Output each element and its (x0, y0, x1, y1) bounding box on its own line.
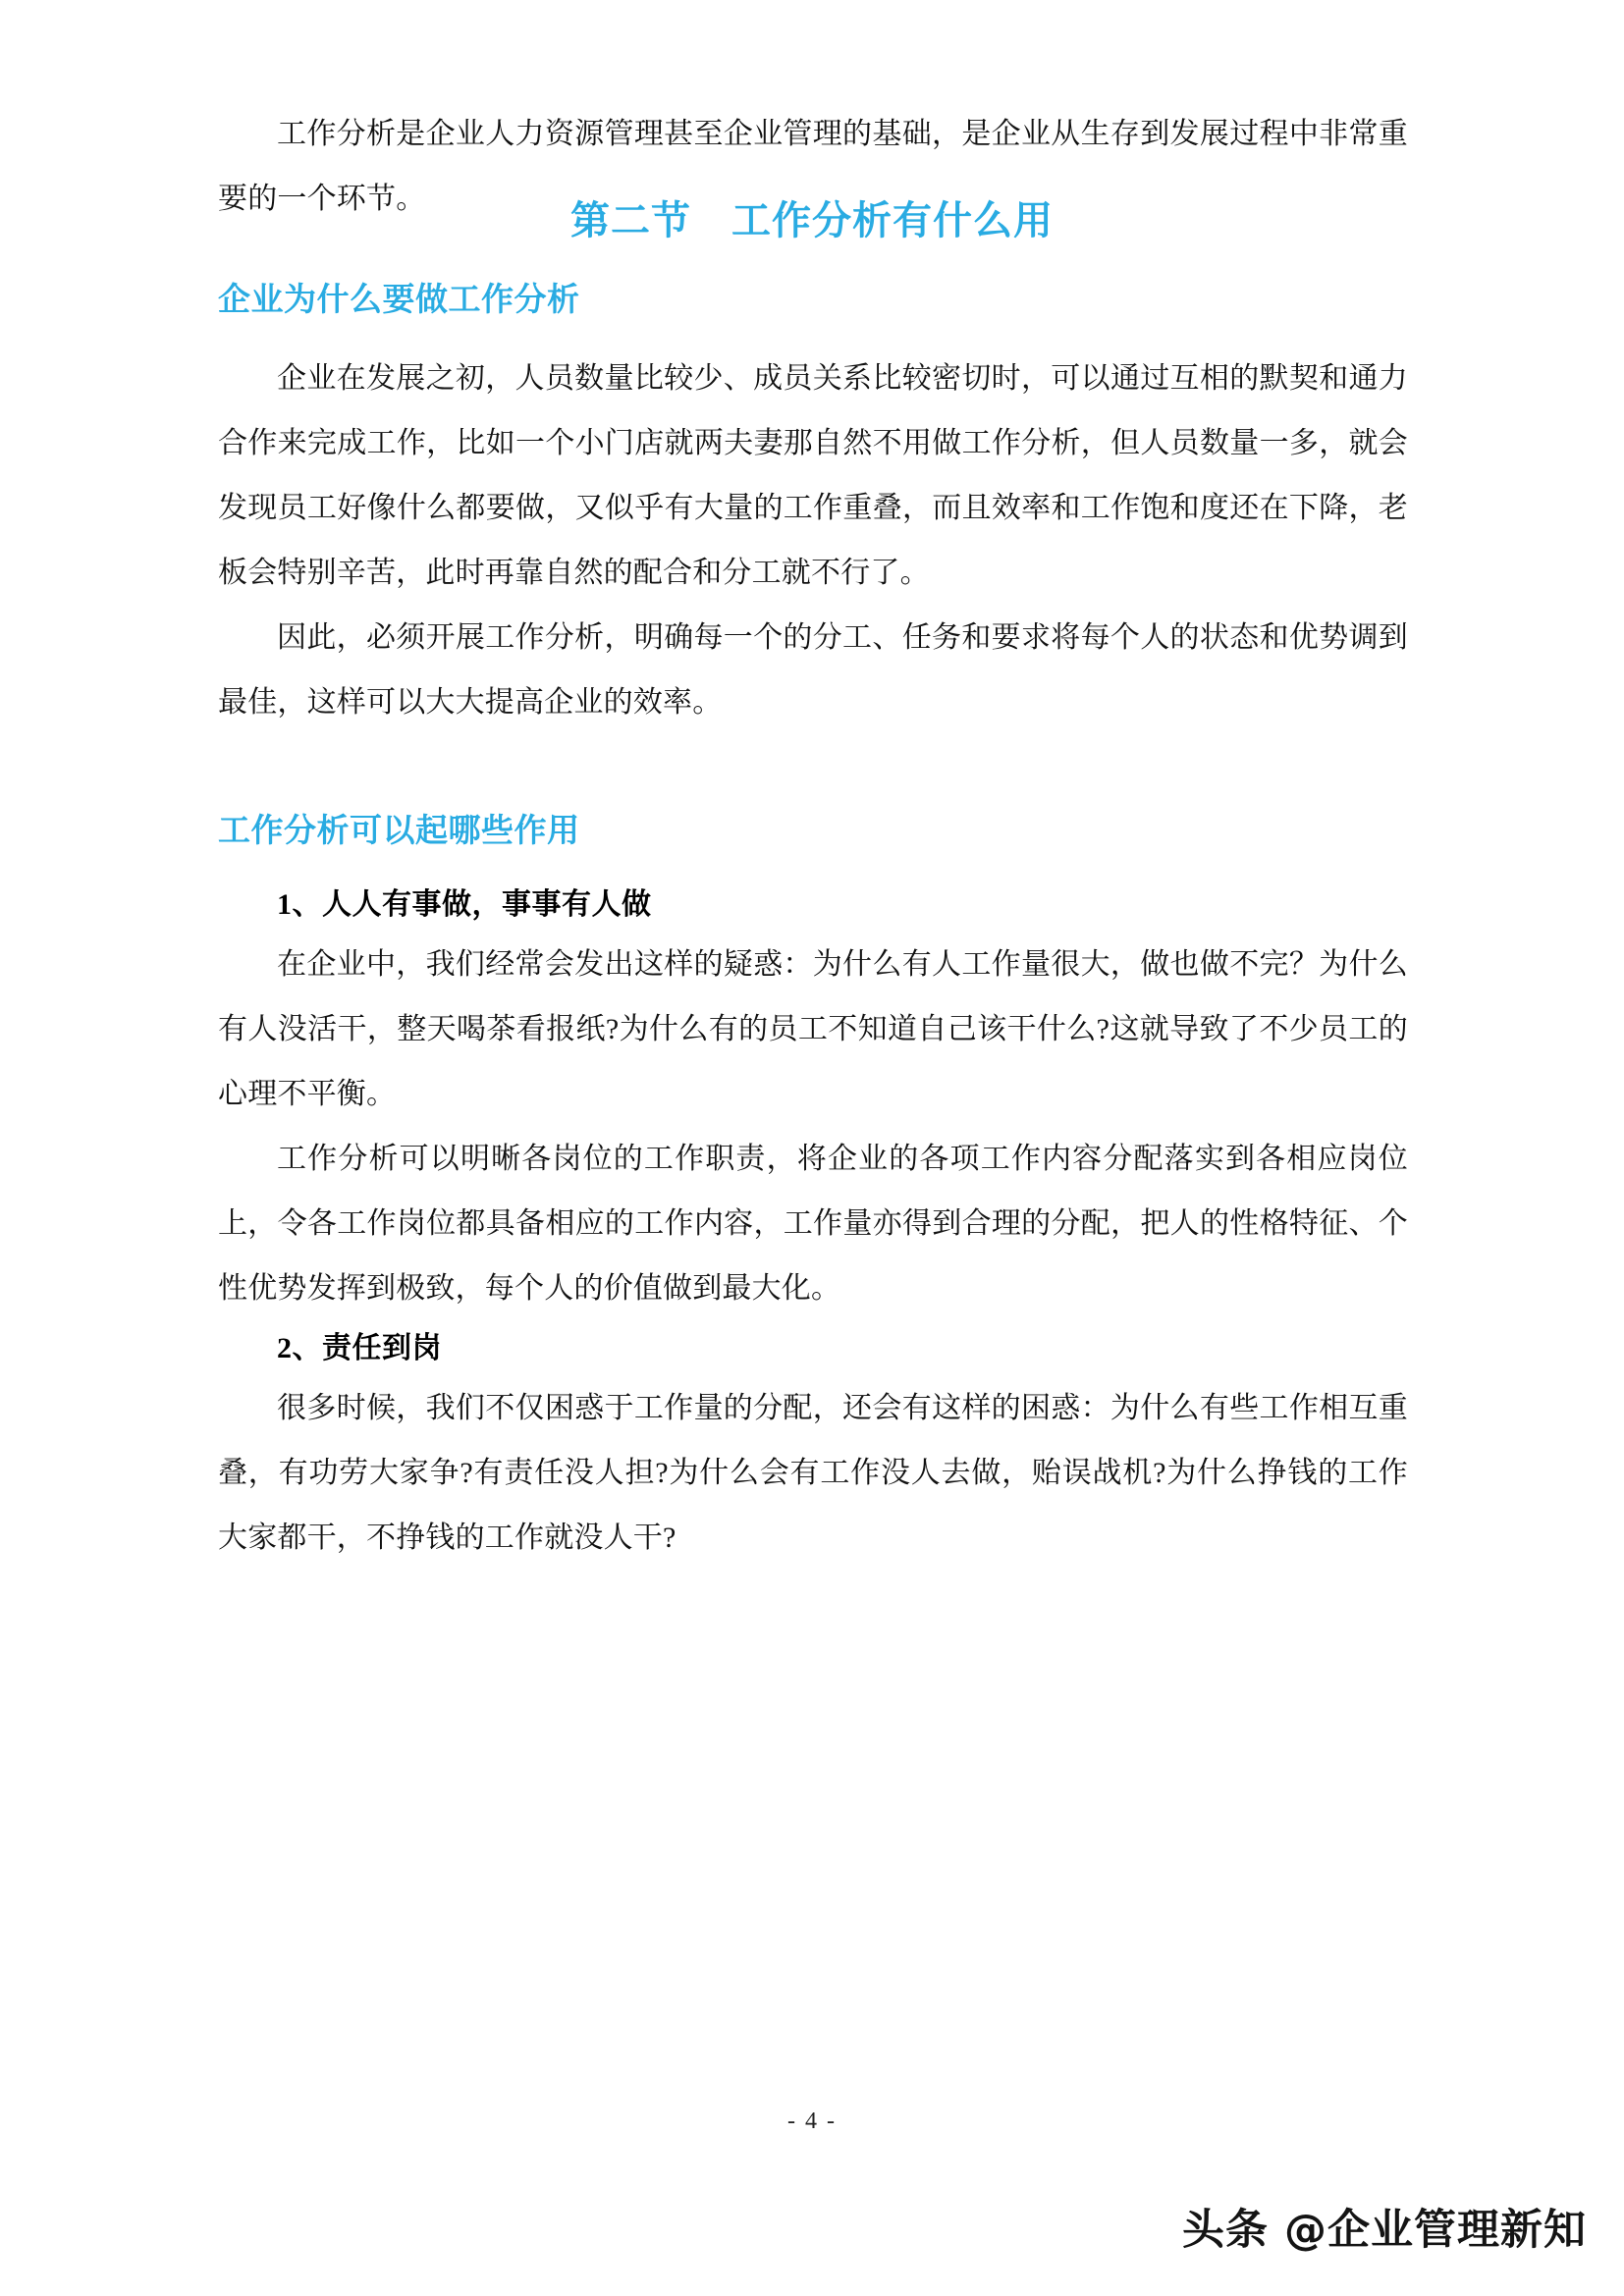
section-why-paragraph-1: 企业在发展之初，人员数量比较少、成员关系比较密切时，可以通过互相的默契和通力合作来完成工作，比如一个小门店就两夫妻那自然不用做工作分析，但人员数量一多，就会发现员工好像什么都要做，又似乎有大量的工作重叠，而且效率和工作饱和度还在下降，老板会特别辛苦，此时再靠自然的配合和分工就不行了。 (218, 361, 1408, 589)
subsection-1-paragraph-1: 在企业中，我们经常会发出这样的疑惑：为什么有人工作量很大，做也做不完？为什么有人没活干，整天喝茶看报纸?为什么有的员工不知道自己该干什么?这就导致了不少员工的心理不平衡。 (218, 947, 1408, 1110)
subsection-title-2: 2、责任到岗 (277, 1331, 442, 1364)
page-number: - 4 - (787, 2109, 837, 2134)
spacer (218, 852, 1408, 878)
spacer (218, 321, 1408, 347)
document-body (218, 0, 1408, 1571)
subsection-title-1: 1、人人有事做，事事有人做 (277, 887, 652, 921)
subsection-2-paragraph-1: 很多时候，我们不仅困惑于工作量的分配，还会有这样的困惑：为什么有些工作相互重叠，有功劳大家争?有责任没人担?为什么会有工作没人去做，贻误战机?为什么挣钱的工作大家都干，不挣钱的工作就没人干? (218, 1391, 1408, 1554)
spacer (218, 232, 1408, 279)
chapter-title: 第二节 工作分析有什么用 (570, 198, 1054, 243)
section-heading-roles: 工作分析可以起哪些作用 (218, 810, 580, 849)
watermark-attribution: 头条 @企业管理新知 (1182, 2206, 1587, 2255)
subsection-1-paragraph-2: 工作分析可以明晰各岗位的工作职责，将企业的各项工作内容分配落实到各相应岗位上，令各工作岗位都具备相应的工作内容，工作量亦得到合理的分配，把人的性格特征、个性优势发挥到极致，每个人的价值做到最大化。 (218, 1142, 1408, 1305)
intro-paragraph: 工作分析是企业人力资源管理甚至企业管理的基础，是企业从生存到发展过程中非常重要的一个环节。 (218, 118, 1408, 215)
spacer (218, 0, 1408, 102)
section-heading-why: 企业为什么要做工作分析 (218, 280, 580, 318)
section-why-paragraph-2: 因此，必须开展工作分析，明确每一个的分工、任务和要求将每个人的状态和优势调到最佳，这样可以大大提高企业的效率。 (218, 620, 1408, 719)
spacer (218, 735, 1408, 810)
